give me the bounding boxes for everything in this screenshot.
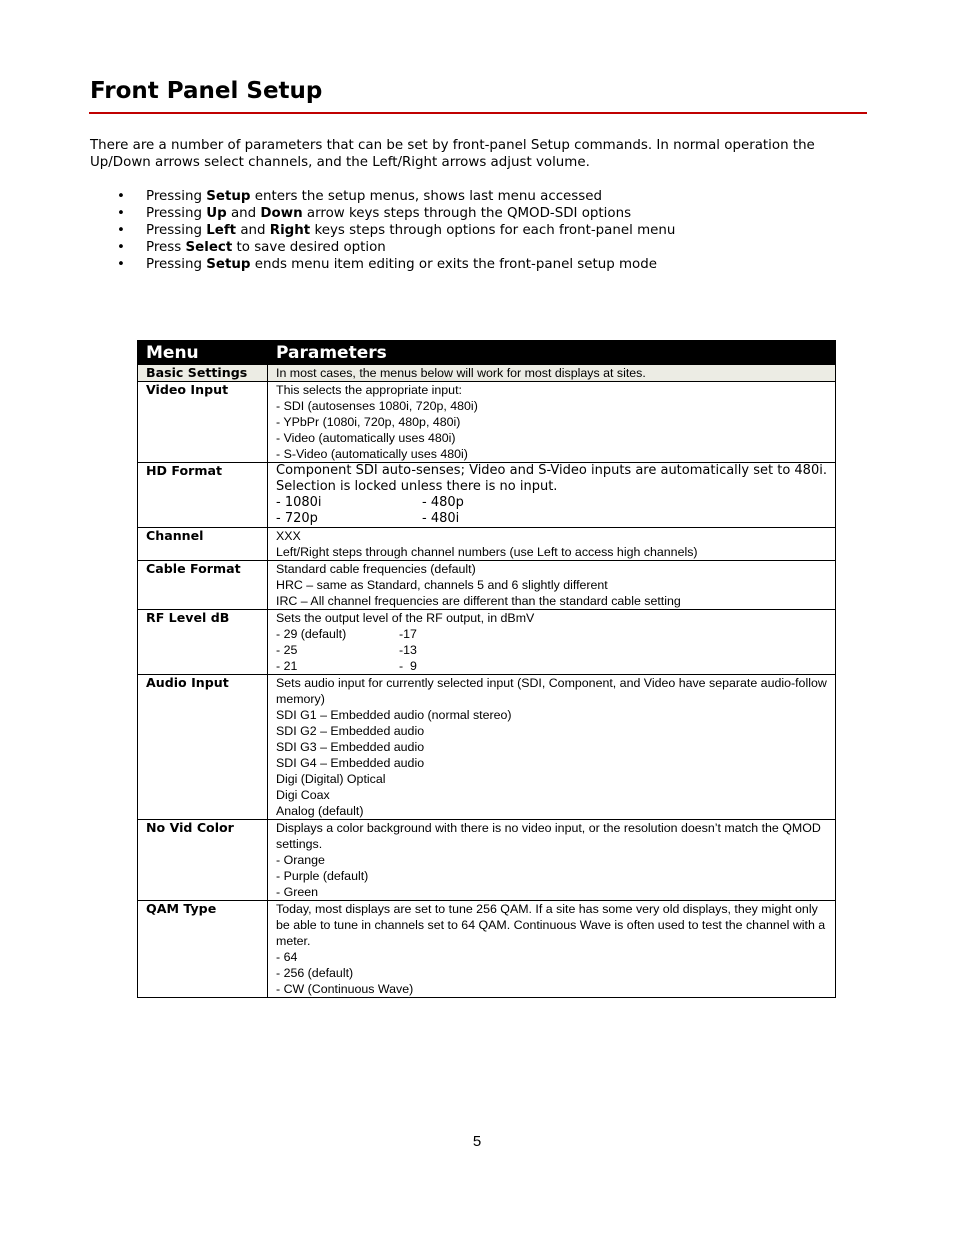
- parameters-cell: [268, 463, 836, 528]
- parameter-line: - Orange: [276, 853, 325, 867]
- parameter-line: Analog (default): [276, 804, 364, 818]
- parameter-line: - SDI (autosenses 1080i, 720p, 480i): [276, 399, 478, 413]
- table-row: [138, 561, 836, 610]
- bullet-text: Pressing: [146, 206, 207, 221]
- parameter-option: - 720p: [276, 511, 318, 526]
- parameter-option: - 21: [276, 659, 298, 673]
- menu-cell: Audio Input: [138, 675, 268, 820]
- parameter-line: - Purple (default): [276, 869, 369, 883]
- bullet-dot: •: [117, 189, 125, 204]
- bullet-item: [90, 256, 675, 273]
- parameter-line: SDI G3 – Embedded audio: [276, 740, 425, 754]
- bullet-text: enters the setup menus, shows last menu accessed: [250, 189, 602, 204]
- table-row: [138, 820, 836, 901]
- bullet-text: Pressing: [146, 257, 207, 272]
- parameter-option: - 480p: [422, 495, 464, 510]
- bullet-key-term: Up: [206, 206, 227, 221]
- bullet-item: [90, 188, 675, 205]
- parameter-option: - 1080i: [276, 495, 322, 510]
- bullet-dot: •: [117, 223, 125, 238]
- bullet-text: and: [226, 206, 261, 221]
- bullet-item: [90, 222, 675, 239]
- bullet-key-term: Right: [269, 223, 311, 238]
- parameter-line: Standard cable frequencies (default): [276, 562, 476, 576]
- bullet-text: to save desired option: [232, 240, 386, 255]
- parameter-line: - S-Video (automatically uses 480i): [276, 447, 468, 461]
- header-parameters: Parameters: [268, 341, 836, 365]
- bullet-key-term: Down: [260, 206, 303, 221]
- parameter-line: Sets the output level of the RF output, in dBmV: [276, 611, 535, 625]
- parameters-cell: [268, 901, 836, 998]
- parameter-line: Digi Coax: [276, 788, 330, 802]
- table-row: [138, 382, 836, 463]
- bullet-text: keys steps through options for each front-panel menu: [310, 223, 676, 238]
- parameter-line: IRC – All channel frequencies are different than the standard cable setting: [276, 594, 681, 608]
- parameter-line: XXX: [276, 529, 301, 543]
- parameters-cell: [268, 820, 836, 901]
- page-number: 5: [472, 1133, 482, 1150]
- table-row: [138, 365, 836, 382]
- parameters-cell: [268, 382, 836, 463]
- bullet-text: Pressing: [146, 223, 207, 238]
- bullet-text: Pressing: [146, 189, 207, 204]
- parameter-line: - 64: [276, 950, 298, 964]
- menu-cell: Cable Format: [138, 561, 268, 610]
- parameter-line: Sets audio input for currently selected input (SDI, Component, and Video have separate audio-follow memory): [276, 676, 827, 706]
- parameter-line: Digi (Digital) Optical: [276, 772, 386, 786]
- parameters-cell: [268, 675, 836, 820]
- bullet-key-term: Setup: [206, 257, 251, 272]
- parameter-line: SDI G2 – Embedded audio: [276, 724, 425, 738]
- setup-instructions-list: [90, 188, 675, 273]
- parameter-option-pair: [276, 642, 829, 658]
- parameter-line: Left/Right steps through channel numbers (use Left to access high channels): [276, 545, 698, 559]
- parameters-cell: [268, 528, 836, 561]
- page-title: Front Panel Setup: [90, 78, 323, 104]
- parameter-option-pair: [276, 495, 829, 511]
- intro-paragraph: There are a number of parameters that can be set by front-panel Setup commands. In normal operation the Up/Down arrows select channels, and the Left/Right arrows adjust volume.: [90, 138, 815, 170]
- table-row: [138, 528, 836, 561]
- menu-cell: No Vid Color: [138, 820, 268, 901]
- parameter-line: In most cases, the menus below will work for most displays at sites.: [276, 366, 646, 380]
- bullet-key-term: Select: [185, 240, 233, 255]
- menu-cell: Basic Settings: [138, 365, 268, 382]
- parameter-line: SDI G4 – Embedded audio: [276, 756, 425, 770]
- bullet-item: [90, 239, 675, 256]
- parameter-line: - 256 (default): [276, 966, 354, 980]
- bullet-item: [90, 205, 675, 222]
- header-menu: Menu: [138, 341, 268, 365]
- parameter-line: - YPbPr (1080i, 720p, 480p, 480i): [276, 415, 461, 429]
- parameter-option: - 25: [276, 643, 298, 657]
- parameters-cell: [268, 561, 836, 610]
- parameter-option-pair: [276, 626, 829, 642]
- parameter-option: -13: [399, 643, 417, 657]
- table-header-row: [138, 341, 836, 365]
- bullet-text: and: [236, 223, 270, 238]
- bullet-dot: •: [117, 240, 125, 255]
- table-row: [138, 901, 836, 998]
- parameter-line: This selects the appropriate input:: [276, 383, 462, 397]
- parameter-line: - CW (Continuous Wave): [276, 982, 414, 996]
- parameter-line: Displays a color background with there is no video input, or the resolution doesn’t match the QMOD settings.: [276, 821, 821, 851]
- title-rule: [89, 112, 867, 114]
- bullet-text: ends menu item editing or exits the front-panel setup mode: [250, 257, 657, 272]
- table-row: [138, 463, 836, 528]
- parameters-cell: [268, 610, 836, 675]
- parameter-line: Component SDI auto-senses; Video and S-Video inputs are automatically set to 480i. Selection is locked unless there is no input.: [276, 463, 827, 494]
- menu-cell: Video Input: [138, 382, 268, 463]
- parameter-option-pair: [276, 511, 829, 527]
- menu-cell: RF Level dB: [138, 610, 268, 675]
- parameter-option: - 9: [399, 659, 417, 673]
- menu-cell: Channel: [138, 528, 268, 561]
- bullet-text: Press: [146, 240, 186, 255]
- table-row: [138, 675, 836, 820]
- parameter-line: SDI G1 – Embedded audio (normal stereo): [276, 708, 512, 722]
- menu-cell: QAM Type: [138, 901, 268, 998]
- parameter-option: - 29 (default): [276, 627, 347, 641]
- parameter-line: - Green: [276, 885, 319, 899]
- parameter-line: - Video (automatically uses 480i): [276, 431, 456, 445]
- parameter-option-pair: [276, 658, 829, 674]
- parameters-cell: [268, 365, 836, 382]
- parameter-option: - 480i: [422, 511, 460, 526]
- bullet-dot: •: [117, 206, 125, 221]
- bullet-key-term: Setup: [206, 189, 251, 204]
- menu-cell: HD Format: [138, 463, 268, 528]
- parameter-line: HRC – same as Standard, channels 5 and 6 slightly different: [276, 578, 608, 592]
- parameter-line: Today, most displays are set to tune 256 QAM. If a site has some very old displays, they might only be able to tune in channels set to 64 QAM. Continuous Wave is often used to test the channel with a meter.: [276, 902, 826, 948]
- bullet-text: arrow keys steps through the QMOD-SDI options: [302, 206, 632, 221]
- bullet-key-term: Left: [206, 223, 237, 238]
- parameter-option: -17: [399, 627, 417, 641]
- parameters-table: [137, 340, 836, 998]
- bullet-dot: •: [117, 257, 125, 272]
- table-row: [138, 610, 836, 675]
